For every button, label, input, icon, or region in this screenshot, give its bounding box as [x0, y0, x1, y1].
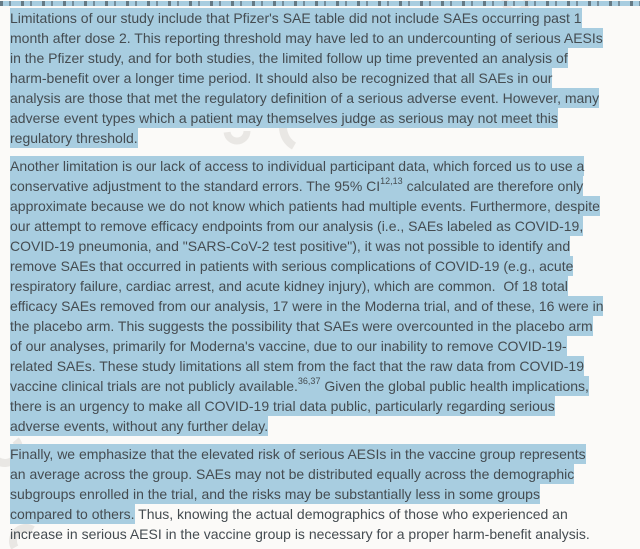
text-line	[10, 108, 638, 128]
text-line	[10, 396, 638, 416]
selected-text: Given the global public health implications,	[320, 378, 589, 394]
paragraph	[10, 444, 638, 544]
selected-text: respiratory failure, cardiac arrest, and acute kidney injury), which are common. Of 18 total	[10, 278, 568, 294]
text-line	[10, 316, 638, 336]
text-line	[10, 416, 638, 436]
selected-text: our attempt to remove efficacy endpoints from our analysis (i.e., SAEs labeled as COVID-19,	[10, 218, 584, 234]
selected-text: the placebo arm. This suggests the possibility that SAEs were overcounted in the placebo arm	[10, 318, 593, 334]
text-line	[10, 48, 638, 68]
text-line	[10, 336, 638, 356]
text-line	[10, 176, 638, 196]
text-line	[10, 524, 638, 544]
selected-text: conservative adjustment to the standard errors. The 95% CI	[10, 178, 381, 194]
selected-text: regulatory threshold.	[10, 130, 138, 146]
selected-text	[298, 376, 321, 396]
text-line	[10, 156, 638, 176]
selected-text: COVID-19 pneumonia, and "SARS-CoV-2 test positive"), it was not possible to identify and	[10, 238, 571, 254]
paragraph	[10, 8, 638, 148]
text-line	[10, 8, 638, 28]
text-line	[10, 256, 638, 276]
selected-text: efficacy SAEs removed from our analysis, 17 were in the Moderna trial, and of these, 16 were in	[10, 298, 604, 314]
superscript-citation: 36,37	[297, 376, 321, 387]
text-line	[10, 444, 638, 464]
selected-text: calculated are therefore only	[402, 178, 584, 194]
selected-text: vaccine clinical trials are not publicly available.	[10, 378, 298, 394]
selected-text: month after dose 2. This reporting threshold may have led to an undercounting of serious AESIs	[10, 30, 603, 46]
selected-text	[380, 176, 403, 196]
text-line	[10, 276, 638, 296]
selected-text: in the Pfizer study, and for both studies, the limited follow up time prevented an analysis of	[10, 50, 568, 66]
selected-text: related SAEs. These study limitations all stem from the fact that the raw data from COVID-19	[10, 358, 584, 374]
selected-text: remove SAEs that occurred in patients with serious complications of COVID-19 (e.g., acute	[10, 258, 574, 274]
selected-text: Limitations of our study include that Pfizer's SAE table did not include SAEs occurring past 1	[10, 10, 582, 26]
text-line	[10, 504, 638, 524]
text-line	[10, 376, 638, 396]
text-segment: increase in serious AESI in the vaccine group is necessary for a proper harm-benefit analysis.	[10, 526, 590, 542]
text-line	[10, 28, 638, 48]
text-line	[10, 464, 638, 484]
selected-text: subgroups enrolled in the trial, and the risks may be substantially less in some groups	[10, 486, 540, 502]
text-line	[10, 236, 638, 256]
selected-text: adverse event types which a patient may themselves judge as serious may not meet this	[10, 110, 558, 126]
text-line	[10, 196, 638, 216]
selected-text: adverse events, without any further delay.	[10, 418, 269, 434]
text-line	[10, 216, 638, 236]
selected-text: there is an urgency to make all COVID-19 trial data public, particularly regarding serious	[10, 398, 555, 414]
text-segment: Thus, knowing the actual demographics of those who experienced an	[134, 506, 568, 522]
document-body	[10, 8, 638, 544]
text-line	[10, 128, 638, 148]
selected-text: Another limitation is our lack of access to individual participant data, which forced us to use a	[10, 158, 585, 174]
selected-text: compared to others.	[10, 506, 135, 522]
text-line	[10, 296, 638, 316]
selected-text: an average across the group. SAEs may not be distributed equally across the demographic	[10, 466, 575, 482]
selected-text: approximate because we do not know which patients had multiple events. Furthermore, despite	[10, 198, 600, 214]
text-line	[10, 68, 638, 88]
paragraph	[10, 156, 638, 436]
superscript-citation: 12,13	[380, 176, 403, 187]
selected-text: of our analyses, primarily for Moderna's vaccine, due to our inability to remove COVID-19-	[10, 338, 567, 354]
text-line	[10, 88, 638, 108]
selected-text: Finally, we emphasize that the elevated risk of serious AESIs in the vaccine group represents	[10, 446, 586, 462]
selected-text: analysis are those that met the regulatory definition of a serious adverse event. However, many	[10, 90, 600, 106]
text-line	[10, 484, 638, 504]
cropped-text-line-top	[0, 1, 640, 6]
selected-text: harm-benefit over a longer time period. It should also be recognized that all SAEs in our	[10, 70, 553, 86]
text-line	[10, 356, 638, 376]
